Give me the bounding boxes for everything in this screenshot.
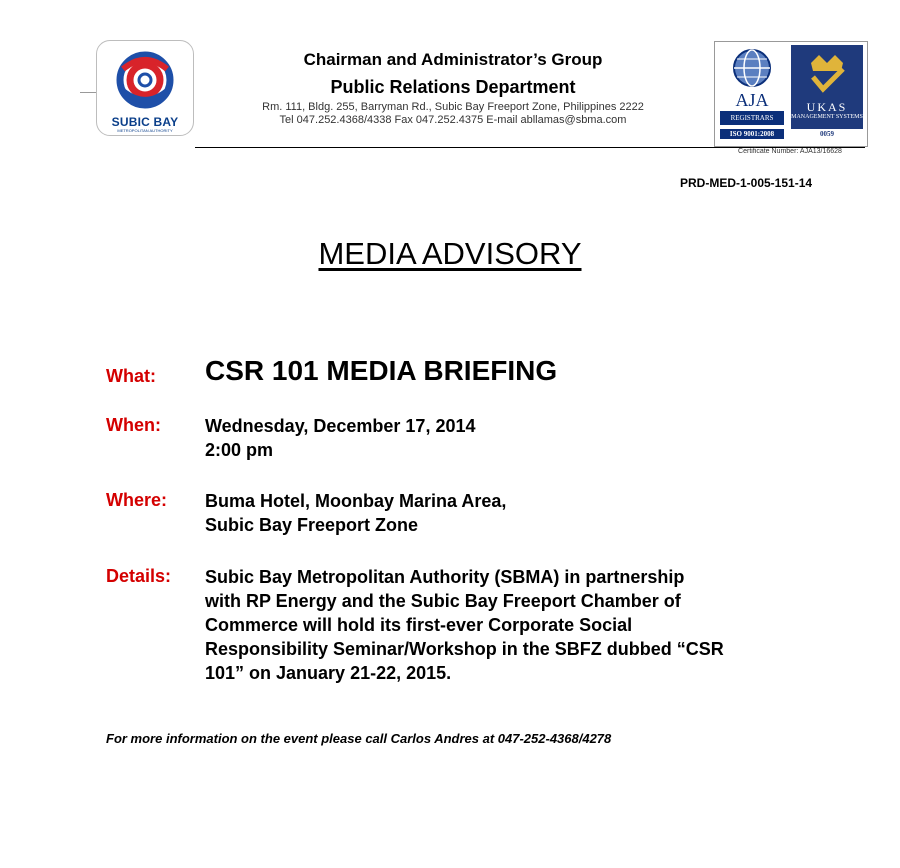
sbma-emblem-icon bbox=[113, 47, 177, 113]
sbma-logo bbox=[96, 40, 194, 136]
when-time: 2:00 pm bbox=[205, 440, 274, 460]
details-line: Subic Bay Metropolitan Authority (SBMA) in partnership bbox=[205, 567, 685, 587]
what-value: CSR 101 MEDIA BRIEFING bbox=[205, 355, 558, 386]
ukas-subtext: MANAGEMENT SYSTEMS bbox=[791, 114, 863, 120]
header-department: Public Relations Department bbox=[330, 77, 576, 97]
reference-number: PRD-MED-1-005-151-14 bbox=[680, 176, 813, 190]
aja-text: AJA bbox=[735, 90, 769, 110]
aja-badge bbox=[718, 45, 786, 139]
when-label: When: bbox=[106, 415, 161, 435]
details-value bbox=[205, 565, 795, 685]
where-venue: Buma Hotel, Moonbay Marina Area, bbox=[205, 491, 507, 511]
ukas-number: 0059 bbox=[791, 129, 863, 139]
logo-text: SUBIC BAY bbox=[111, 115, 179, 129]
details-line: Responsibility Seminar/Workshop in the SBFZ dubbed “CSR bbox=[205, 639, 724, 659]
details-line: with RP Energy and the Subic Bay Freeport Chamber of bbox=[205, 591, 681, 611]
certification-badges bbox=[714, 41, 868, 147]
globe-icon bbox=[732, 47, 772, 89]
aja-iso: ISO 9001:2008 bbox=[720, 129, 784, 139]
where-zone: Subic Bay Freeport Zone bbox=[205, 515, 419, 535]
details-line: 101” on January 21-22, 2015. bbox=[205, 663, 452, 683]
header-group-name: Chairman and Administrator’s Group bbox=[303, 50, 603, 69]
details-line: Commerce will hold its first-ever Corporate Social bbox=[205, 615, 633, 635]
footer-contact-info: For more information on the event please call Carlos Andres at 047-252-4368/4278 bbox=[106, 731, 612, 746]
logo-subtext: METROPOLITAN AUTHORITY bbox=[117, 128, 173, 133]
page-title: MEDIA ADVISORY bbox=[318, 236, 582, 271]
header-contact: Tel 047.252.4368/4338 Fax 047.252.4375 E-mail abllamas@sbma.com bbox=[279, 114, 627, 126]
certificate-number: Certificate Number: AJA13/16628 bbox=[738, 148, 842, 155]
aja-registrars: REGISTRARS bbox=[720, 111, 784, 125]
when-date: Wednesday, December 17, 2014 bbox=[205, 416, 476, 436]
what-label: What: bbox=[106, 366, 156, 386]
ukas-text: UKAS bbox=[806, 100, 848, 114]
header-address: Rm. 111, Bldg. 255, Barryman Rd., Subic Bay Freeport Zone, Philippines 2222 bbox=[262, 101, 644, 113]
logo-divider bbox=[80, 92, 96, 93]
ukas-badge bbox=[791, 45, 863, 139]
when-value bbox=[205, 414, 475, 462]
details-label: Details: bbox=[106, 566, 172, 586]
where-value bbox=[205, 489, 506, 537]
crown-check-icon bbox=[807, 53, 847, 95]
where-label: Where: bbox=[106, 490, 168, 510]
